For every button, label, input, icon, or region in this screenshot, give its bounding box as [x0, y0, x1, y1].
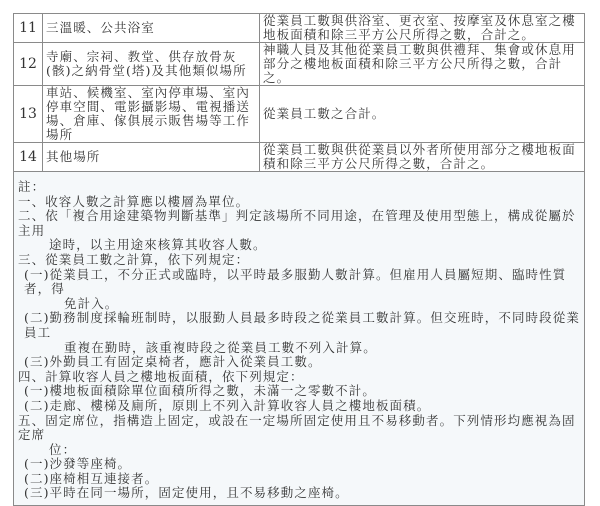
note-4-1: (一)樓地板面積除單位面積所得之數，未滿一之零數不計。 — [24, 383, 376, 399]
note-5-continued: 位： — [49, 441, 77, 457]
calculation-method: 從業員工數與供從業員以外者所使用部分之樓地板面積和除三平方公尺所得之數，合計之。 — [260, 143, 585, 172]
place-type: 三溫暖、公共浴室 — [43, 14, 260, 43]
row-number: 12 — [14, 43, 43, 86]
note-5-3: (三)平時在同一場所，固定使用，且不易移動之座椅。 — [24, 485, 349, 501]
row-number: 14 — [14, 143, 43, 172]
note-3-1-continued: 免計入。 — [64, 295, 119, 311]
calculation-method: 從業員工數之合計。 — [260, 86, 585, 143]
notes-section — [13, 172, 585, 506]
note-2-continued: 途時，以主用途來核算其收容人數。 — [49, 237, 267, 253]
note-3: 三、從業員工數之計算，依下列規定： — [18, 251, 250, 267]
note-4: 四、計算收容人員之樓地板面積，依下列規定： — [18, 368, 304, 384]
note-4-2: (二)走廊、樓梯及廁所，原則上不列入計算收容人員之樓地板面積。 — [24, 397, 431, 413]
calculation-method: 從業員工數與供浴室、更衣室、按摩室及休息室之樓地板面積和除三平方公尺所得之數，合計之。 — [260, 14, 585, 43]
row-number: 13 — [14, 86, 43, 143]
place-type: 車站、候機室、室內停車場、室內停車空間、電影攝影場、電視播送場、倉庫、傢俱展示販售場等工作場所 — [43, 86, 260, 143]
note-5: 五、固定席位，指構造上固定，或設在一定場所固定使用且不易移動者。下列情形均應視為固定席 — [18, 412, 576, 443]
note-3-3: (三)外勤員工有固定桌椅者，應計入從業員工數。 — [24, 354, 322, 370]
place-type: 其他場所 — [43, 143, 260, 172]
document-content — [13, 13, 585, 506]
occupancy-table — [13, 13, 585, 172]
note-5-1: (一)沙發等座椅。 — [24, 456, 132, 472]
note-3-1: (一)從業員工，不分正式或臨時，以平時最多服勤人數計算。但雇用人員屬短期、臨時性質者，得 — [24, 266, 567, 297]
note-5-2: (二)座椅相互連接者。 — [24, 470, 159, 486]
note-1: 一、收容人數之計算應以樓層為單位。 — [18, 193, 250, 209]
table-row — [14, 143, 585, 172]
row-number: 11 — [14, 14, 43, 43]
calculation-method: 神職人員及其他從業員工數與供禮拜、集會或休息用部分之樓地板面積和除三平方公尺所得之數，合計之。 — [260, 43, 585, 86]
note-3-2-continued: 重複在勤時，該重複時段之從業員工數不列入計算。 — [64, 339, 377, 355]
table-row — [14, 14, 585, 43]
notes-title: 註： — [18, 179, 46, 194]
place-type: 寺廟、宗祠、教堂、供存放骨灰(骸)之納骨堂(塔)及其他類似場所 — [43, 43, 260, 86]
note-3-2: (二)勤務制度採輪班制時，以服勤人員最多時段之從業員工數計算。但交班時，不同時段從業員工 — [24, 310, 580, 340]
note-2: 二、依「複合用途建築物判斷基準」判定該場所不同用途，在管理及使用型態上，構成從屬於主用 — [18, 208, 576, 238]
table-row — [14, 43, 585, 86]
table-row — [14, 86, 585, 143]
